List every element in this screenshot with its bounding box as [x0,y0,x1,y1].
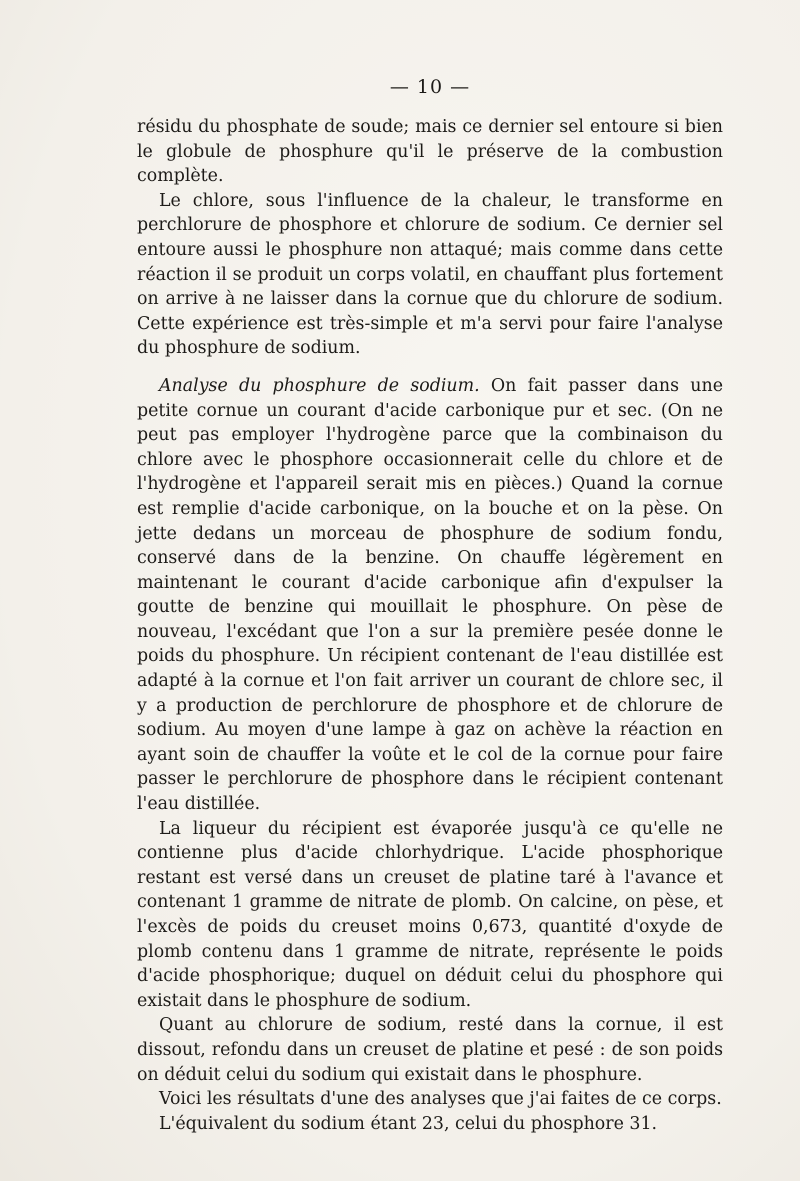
paragraph-6: Voici les résultats d'une des analyses que j'ai faites de ce corps. [159,1089,722,1110]
paragraph-1: résidu du phosphate de soude; mais ce dernier sel entoure si bien le globule de phosphure qu'il le préserve de la combustion complète. [137,117,723,187]
paragraph-3-body: On fait passer dans une petite cornue un courant d'acide carbonique pur et sec. (On ne peut pas employer l'hydrogène parce que la combinaison du chlore avec le phosphore occasionnerait celle du chlore et de l'hydrogène et l'appareil serait mis en pièces.) Quand la cornue est remplie d'acide carbonique, on la bouche et on la pèse. On jette dedans un morceau de phosphure de sodium fondu, conservé dans de la benzine. On chauffe légèrement en maintenant le courant d'acide carbonique afin d'expulser la goutte de benzine qui mouillait le phosphure. On pèse de nouveau, l'excédant que l'on a sur la première pesée donne le poids du phosphure. Un récipient contenant de l'eau distillée est adapté à la cornue et l'on fait arriver un courant de chlore sec, il y a production de perchlorure de phosphore et de chlorure de sodium. Au moyen d'une lampe à gaz on achève la réaction en ayant soin de chauffer la voûte et le col de la cornue pour faire passer le perchlorure de phosphore dans le récipient contenant l'eau distillée. [137,375,723,815]
body-text [137,115,723,1136]
section-title: Analyse du phosphure de sodium. [159,375,480,396]
paragraph-7: L'équivalent du sodium étant 23, celui du phosphore 31. [159,1113,658,1134]
page-number: — 10 — [389,76,471,98]
paragraph-2: Le chlore, sous l'influence de la chaleur, le transforme en perchlorure de phosphore et chlorure de sodium. Ce dernier sel entoure aussi le phosphure non attaqué; mais comme dans cette réaction il se produit un corps volatil, en chauffant plus fortement on arrive à ne laisser dans la cornue que du chlorure de sodium. Cette expérience est très-simple et m'a servi pour faire l'analyse du phosphure de sodium. [137,190,723,359]
paragraph-5: Quant au chlorure de sodium, resté dans la cornue, il est dissout, refondu dans un creuset de platine et pesé : de son poids on déduit celui du sodium qui existait dans le phosphure. [137,1015,723,1085]
paragraph-3 [137,374,723,817]
paragraph-4: La liqueur du récipient est évaporée jusqu'à ce qu'elle ne contienne plus d'acide chlorhydrique. L'acide phosphorique restant est versé dans un creuset de platine taré à l'avance et contenant 1 gramme de nitrate de plomb. On calcine, on pèse, et l'excès de poids du creuset moins 0,673, quantité d'oxyde de plomb contenu dans 1 gramme de nitrate, représente le poids d'acide phosphorique; duquel on déduit celui du phosphore qui existait dans le phosphure de sodium. [137,818,723,1011]
